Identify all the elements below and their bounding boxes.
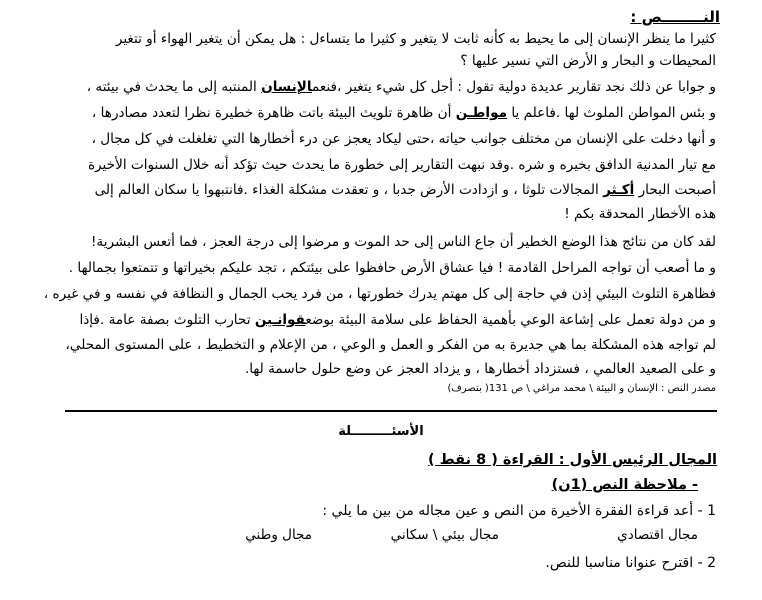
text-segment: أصبحت البحار	[634, 182, 716, 198]
passage-line-1: كثيرا ما ينظر الإنسان إلى ما يحيط به كأنه ثابت لا يتغير و كثيرا ما يتساءل : هل يمكن أن يتغير الهواء أو تتغير	[115, 31, 716, 47]
text-segment: و بئس المواطن الملوث لها .فاعلم يا	[507, 105, 716, 121]
question-2: 2 - اقترح عنوانا مناسبا للنص.	[545, 555, 716, 571]
subsection-heading: - ملاحظة النص (1ن)	[551, 477, 698, 493]
questions-title: الأسئـــــــــلة	[338, 424, 424, 439]
text-segment: و من دولة تعمل على إشاعة الوعي بأهمية الحفاظ على سلامة البيئة بوضع	[305, 312, 716, 328]
passage-line-5: و أنها دخلت على الإنسان من مختلف جوانب حياته ،حتى ليكاد يعجز عن درء أخطارها التي تغلغلت في كل مجال ،	[91, 131, 716, 147]
keyword-human: الإنسان	[261, 79, 312, 95]
keyword-most: أكـثر	[603, 182, 635, 198]
text-segment: و جوابا عن ذلك نجد تقارير عديدة دولية تقول : أجل كل شيء يتغير ،فنعم	[311, 79, 716, 95]
passage-line-7	[95, 179, 716, 201]
section-heading: المجال الرئيس الأول : القراءة ( 8 نقط )	[427, 452, 717, 468]
text-segment: المجالات تلوثا ، و ازدادت الأرض جدبا ، و تعقدت مشكلة الغذاء .فانتبهوا يا سكان العالم إلى	[94, 182, 604, 198]
passage-line-2: المحيطات و البحار و الأرض التي نسير عليها ؟	[460, 53, 716, 69]
option-economic: مجال اقتصادي	[617, 527, 698, 543]
passage-line-13: لم تواجه هذه المشكلة بما هي جديرة به من الفكر و العمل و الوعي ، من الإعلام و التخطيط ، على المستوى المحلي،	[65, 337, 716, 353]
passage-line-10: و ما أصعب أن تواجه المراحل القادمة ! فيا عشاق الأرض حافظوا على بيئتكم ، تجد عليكم بخيراتها و تتمتعوا بجمالها .	[68, 260, 716, 276]
passage-line-8: هذه الأخطار المحدقة بكم !	[564, 206, 716, 222]
passage-line-3	[87, 76, 716, 98]
passage-line-4	[92, 102, 716, 124]
keyword-laws: قوانـين	[254, 312, 306, 328]
keyword-citizen: مواطـن	[455, 105, 508, 121]
source-citation: مصدر النص : الإنسان و البيئة \ محمد مراغي \ ص 131( بتصرف)	[447, 383, 716, 394]
text-segment: أن ظاهرة تلويث البيئة باتت ظاهرة خطيرة نظرا لتعدد مصادرها ،	[91, 105, 456, 121]
passage-line-14: و على الصعيد العالمي ، فستزداد أخطارها ، و يزداد العجز عن وضع حلول حاسمة لها.	[244, 361, 716, 377]
divider	[65, 410, 717, 412]
question-1: 1 - أعد قراءة الفقرة الأخيرة من النص و عين مجاله من بين ما يلي :	[322, 503, 716, 519]
passage-line-6: مع تيار المدنية الدافق بخيره و شره .وقد نبهت التقارير إلى خطورة ما يحدث حيث تؤكد أنه خلال السنوات الأخيرة	[87, 157, 716, 173]
text-segment: تحارب التلوث بصفة عامة .فإذا	[79, 312, 255, 328]
passage-title: النــــــــص :	[630, 8, 720, 26]
text-segment: المنتبه إلى ما يحدث في بيئته ،	[86, 79, 262, 95]
passage-line-11: فظاهرة التلوث البيئي إذن في حاجة إلى كل مهتم يدرك خطورتها ، من فرد يحب الجمال و النظافة في نفسه و في غيره ،	[43, 286, 716, 302]
passage-line-12	[79, 309, 716, 331]
option-national: مجال وطني	[245, 527, 312, 543]
option-environmental: مجال بيئي \ سكاني	[390, 527, 499, 543]
passage-line-9: لقد كان من نتائج هذا الوضع الخطير أن جاع الناس إلى حد الموت و مرضوا إلى درجة العجز ، فما أتعس البشرية!	[90, 234, 716, 250]
